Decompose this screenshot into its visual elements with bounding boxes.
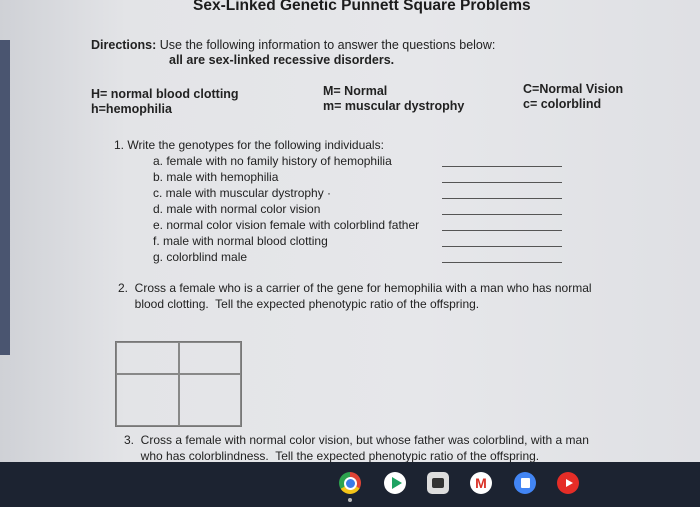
- question-3-line-2: who has colorblindness. Tell the expected phenotypic ratio of the offspring.: [124, 448, 540, 462]
- q1-item-d: d. male with normal color vision: [153, 202, 321, 216]
- key-c-lower: c= colorblind: [523, 97, 602, 111]
- q1-item-c: c. male with muscular dystrophy ·: [153, 186, 332, 200]
- question-2-line-1: 2. Cross a female who is a carrier of the gene for hemophilia with a man who has normal: [118, 281, 592, 295]
- q1-item-b: b. male with hemophilia: [153, 170, 279, 184]
- punnett-cell: [116, 342, 179, 374]
- running-indicator: [348, 498, 352, 502]
- q1-item-g: g. colorblind male: [153, 250, 248, 264]
- punnett-cell: [179, 374, 242, 426]
- answer-blank-g: [442, 262, 562, 263]
- files-icon[interactable]: [427, 472, 449, 494]
- question-2: [118, 281, 592, 312]
- taskbar: [0, 462, 700, 507]
- directions-emphasis: all are sex-linked recessive disorders.: [169, 53, 395, 67]
- docs-icon[interactable]: [514, 472, 536, 494]
- key-h-lower: h=hemophilia: [91, 102, 172, 116]
- question-2-line-2: blood clotting. Tell the expected phenotypic ratio of the offspring.: [118, 296, 480, 311]
- youtube-icon[interactable]: [557, 472, 579, 494]
- key-c-upper: C=Normal Vision: [523, 82, 624, 96]
- directions-label: Directions:: [91, 38, 157, 52]
- answer-blank-f: [442, 246, 562, 247]
- answer-blank-d: [442, 214, 562, 215]
- answer-blank-e: [442, 230, 562, 231]
- punnett-cell: [179, 342, 242, 374]
- directions-text: Use the following information to answer the questions below:: [156, 38, 496, 52]
- answer-blank-a: [442, 166, 562, 167]
- key-blood-clotting: [91, 87, 239, 117]
- chrome-icon[interactable]: [339, 472, 361, 494]
- key-muscular-dystrophy: [323, 84, 464, 114]
- key-h-upper: H= normal blood clotting: [91, 87, 239, 101]
- page-title: Sex-Linked Genetic Punnett Square Problems: [193, 0, 531, 14]
- answer-blank-c: [442, 198, 562, 199]
- browser-sidebar-edge: [0, 40, 10, 355]
- key-color-vision: [523, 82, 623, 112]
- key-m-lower: m= muscular dystrophy: [323, 99, 465, 113]
- question-3-line-1: 3. Cross a female with normal color vision, but whose father was colorblind, with a man: [124, 433, 589, 447]
- answer-blank-b: [442, 182, 562, 183]
- play-store-icon[interactable]: [384, 472, 406, 494]
- q1-item-e: e. normal color vision female with colorblind father: [153, 218, 420, 232]
- question-1-prompt: 1. Write the genotypes for the following individuals:: [114, 138, 384, 152]
- directions: [91, 38, 495, 52]
- q1-item-a: a. female with no family history of hemophilia: [153, 154, 392, 168]
- punnett-cell: [116, 374, 179, 426]
- key-m-upper: M= Normal: [323, 84, 388, 98]
- gmail-icon[interactable]: M: [470, 472, 492, 494]
- question-3: [124, 433, 589, 462]
- q1-item-f: f. male with normal blood clotting: [153, 234, 328, 248]
- punnett-square: [115, 341, 242, 427]
